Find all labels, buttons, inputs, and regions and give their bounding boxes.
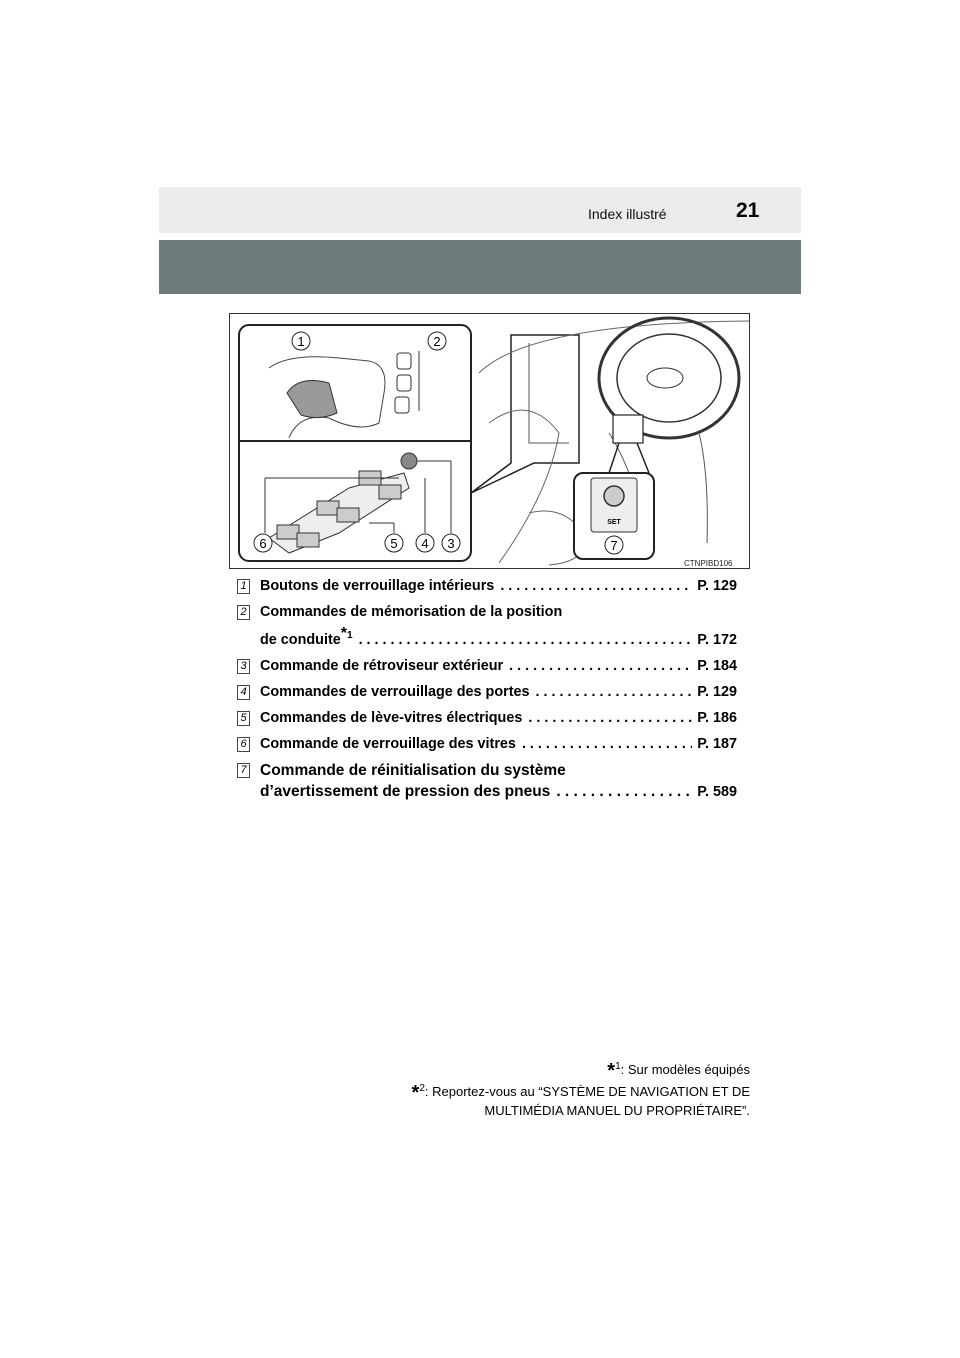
page-number: 21 (736, 199, 760, 222)
list-item: 7 Commande de réinitialisation du système d’avertissement de pression des pneus . . . P. 589 (237, 762, 737, 801)
page-ref: P. 172 (697, 632, 737, 648)
figure-code: CTNPIBD106 (684, 559, 733, 568)
item-number: 1 (237, 579, 250, 594)
footnote-2-cont: MULTIMÉDIA MANUEL DU PROPRIÉTAIRE”. (484, 1103, 750, 1118)
header-bar (159, 187, 801, 233)
item-number: 7 (237, 763, 250, 778)
list-item: 6 Commande de verrouillage des vitres . . . P. 187 (237, 736, 737, 753)
callout-3 (442, 534, 460, 552)
callout-2 (428, 332, 446, 350)
footnote-2: *$^2$: Reportez-vous au “SYSTÈME DE NAVIGATION ET DE (411, 1082, 750, 1104)
item-number: 5 (237, 711, 250, 726)
callout-5 (385, 534, 403, 552)
header-title: Index illustré (588, 206, 667, 222)
item-number: 6 (237, 737, 250, 752)
svg-text:6: 6 (259, 536, 267, 551)
list-item: 3 Commande de rétroviseur extérieur . . . P. 184 (237, 658, 737, 675)
svg-text:2: 2 (433, 334, 441, 349)
svg-text:3: 3 (447, 536, 455, 551)
callout-1 (292, 332, 310, 350)
inset-panel (239, 325, 471, 561)
footnote-1: *$^1$: Sur modèles équipés (607, 1060, 750, 1082)
svg-text:1: 1 (297, 334, 305, 349)
page-ref: P. 186 (697, 710, 737, 726)
list-item: 2 Commandes de mémorisation de la position de conduite$^{*1}$ . . . P. 172 (237, 604, 737, 649)
callout-6 (254, 534, 272, 552)
door-switch-illustration (229, 313, 750, 569)
svg-text:7: 7 (610, 538, 618, 553)
section-band (159, 240, 801, 294)
item-number: 3 (237, 659, 250, 674)
callout-7 (605, 536, 623, 554)
svg-text:4: 4 (421, 536, 429, 551)
list-item: 4 Commandes de verrouillage des portes . . . P. 129 (237, 684, 737, 701)
page-ref: P. 187 (697, 736, 737, 752)
item-number: 4 (237, 685, 250, 700)
page-ref: P. 589 (697, 784, 737, 800)
svg-text:5: 5 (390, 536, 398, 551)
page-ref: P. 184 (697, 658, 737, 674)
item-number: 2 (237, 605, 250, 620)
svg-text:SET: SET (607, 519, 621, 526)
item-list (237, 578, 737, 810)
callout-4 (416, 534, 434, 552)
page-ref: P. 129 (697, 578, 737, 594)
list-item: 5 Commandes de lève-vitres électriques . . . P. 186 (237, 710, 737, 727)
list-item: 1 Boutons de verrouillage intérieurs . . . P. 129 (237, 578, 737, 595)
footnotes (412, 1058, 750, 1119)
page-ref: P. 129 (697, 684, 737, 700)
